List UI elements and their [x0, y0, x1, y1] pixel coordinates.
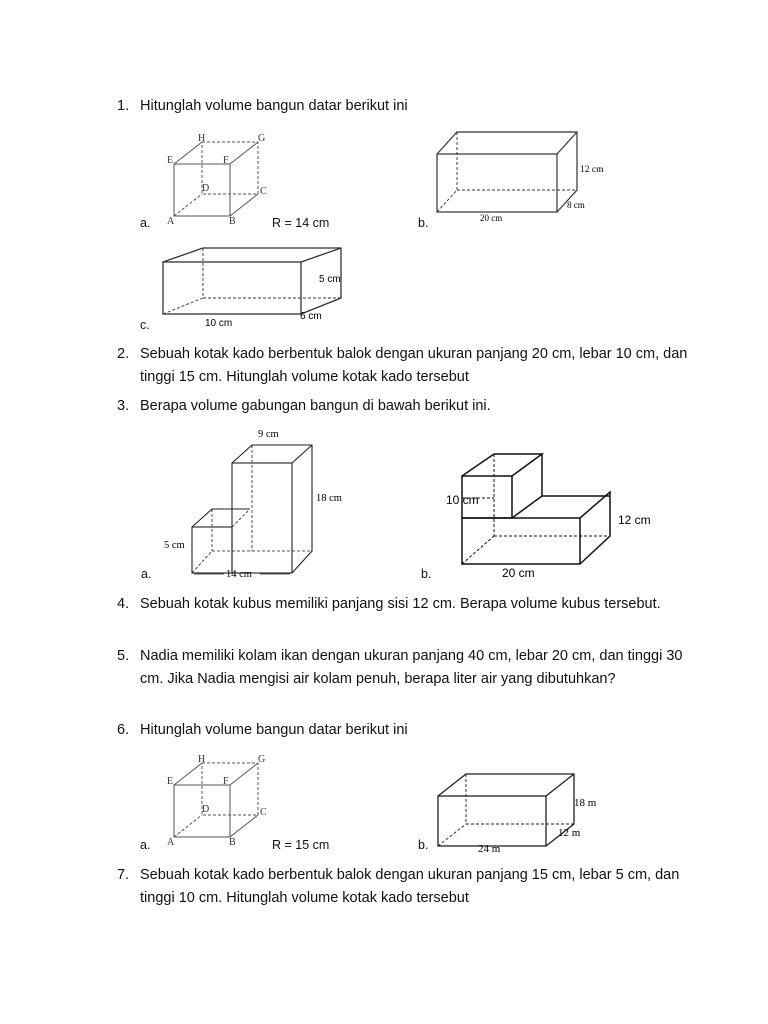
- box-figure-1b: [430, 128, 620, 228]
- question-text: Sebuah kotak kado berbentuk balok dengan ukuran panjang 20 cm, lebar 10 cm, dan tinggi 15 cm. Hitunglah volume kotak kado tersebut: [140, 346, 688, 385]
- height-label: 12 cm: [580, 165, 604, 175]
- question-number: 3.: [117, 398, 130, 414]
- width-label: 12 m: [558, 827, 581, 839]
- width-label: 6 cm: [300, 311, 322, 322]
- figure-label-1c: c.: [140, 318, 150, 332]
- figure-label-6b: b.: [418, 838, 429, 852]
- vertex-label: C: [260, 186, 267, 197]
- tall-height-label: 18 cm: [316, 493, 342, 504]
- vertex-label: B: [229, 837, 236, 848]
- vertex-label: G: [258, 754, 266, 765]
- question-6: [117, 719, 697, 742]
- vertex-label: C: [260, 807, 267, 818]
- tall-height-label: 12 cm: [618, 513, 651, 527]
- box-figure-1c: [155, 246, 355, 331]
- question-text: Nadia memiliki kolam ikan dengan ukuran panjang 40 cm, lebar 20 cm, dan tinggi 30 cm. Jika Nadia mengisi air kolam penuh, berapa liter air yang dibutuhkan?: [140, 648, 683, 687]
- vertex-label: E: [167, 155, 174, 166]
- question-number: 1.: [117, 98, 130, 114]
- figure-label-3a: a.: [141, 567, 152, 581]
- composite-figure-3a: [160, 423, 360, 583]
- vertex-label: B: [229, 216, 236, 227]
- width-label: 8 cm: [567, 200, 585, 210]
- height-label: 18 m: [574, 797, 597, 809]
- question-number: 4.: [117, 596, 130, 612]
- question-4: [117, 593, 697, 616]
- vertex-label: A: [167, 216, 175, 227]
- length-label: 10 cm: [205, 318, 233, 329]
- question-text: Hitunglah volume bangun datar berikut ini: [140, 98, 408, 114]
- figure-label-1a: a.: [140, 216, 151, 230]
- question-number: 2.: [117, 346, 130, 362]
- base-length-label: 14 cm: [226, 569, 252, 580]
- question-text: Sebuah kotak kado berbentuk balok dengan ukuran panjang 15 cm, lebar 5 cm, dan tinggi 10 cm. Hitunglah volume kotak kado tersebut: [140, 867, 680, 906]
- radius-label-1a: R = 14 cm: [272, 216, 330, 230]
- figure-label-6a: a.: [140, 838, 151, 852]
- vertex-label: G: [258, 133, 266, 144]
- length-label: 24 m: [478, 843, 501, 855]
- question-3: [117, 395, 697, 418]
- question-text: Hitunglah volume bangun datar berikut ini: [140, 722, 408, 738]
- question-7: [117, 864, 697, 909]
- vertex-label: A: [167, 837, 175, 848]
- base-length-label: 20 cm: [502, 566, 535, 580]
- figure-label-3b: b.: [421, 567, 432, 581]
- small-height-label: 5 cm: [164, 540, 185, 551]
- cube-figure-6a: [160, 753, 270, 848]
- vertex-label: H: [198, 133, 206, 144]
- question-text: Sebuah kotak kubus memiliki panjang sisi 12 cm. Berapa volume kubus tersebut.: [140, 596, 661, 612]
- question-number: 7.: [117, 867, 130, 883]
- vertex-label: D: [202, 183, 210, 194]
- vertex-label: H: [198, 754, 206, 765]
- box-figure-6b: [432, 768, 612, 858]
- question-number: 5.: [117, 648, 130, 664]
- small-height-label: 10 cm: [446, 493, 479, 507]
- vertex-label: F: [223, 155, 229, 166]
- question-2: [117, 343, 697, 388]
- question-1: [117, 95, 697, 118]
- top-width-label: 9 cm: [258, 429, 279, 440]
- height-label: 5 cm: [319, 274, 341, 285]
- vertex-label: D: [202, 804, 210, 815]
- composite-figure-3b: [440, 450, 670, 585]
- vertex-label: F: [223, 776, 229, 787]
- cube-figure-1a: [160, 132, 270, 227]
- length-label: 20 cm: [480, 213, 503, 223]
- question-number: 6.: [117, 722, 130, 738]
- figure-label-1b: b.: [418, 216, 429, 230]
- question-text: Berapa volume gabungan bangun di bawah berikut ini.: [140, 398, 491, 414]
- radius-label-6a: R = 15 cm: [272, 838, 330, 852]
- vertex-label: E: [167, 776, 174, 787]
- question-5: [117, 645, 697, 690]
